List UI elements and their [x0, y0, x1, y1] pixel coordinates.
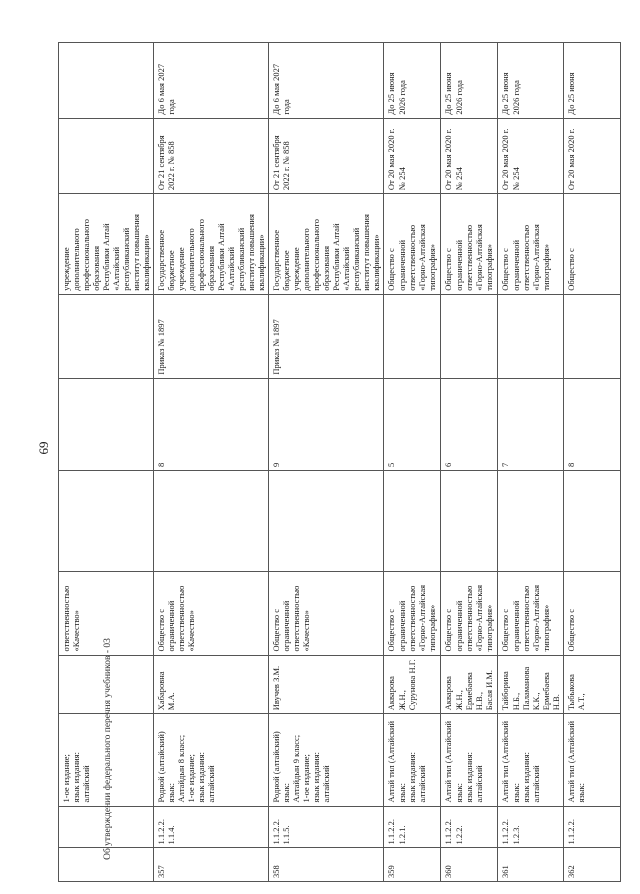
- cell-authors: Акварова Ж.Н., Сурунова Н.Г.: [384, 655, 441, 714]
- cell-valid: До 6 мая 2027 года: [154, 43, 269, 119]
- cell-index: 5: [384, 378, 441, 470]
- cell-number: 357: [154, 848, 269, 882]
- cell-title: Алтай тил (Алтайский язык:: [563, 714, 620, 806]
- cell-expert-date: От 21 сентября 2022 г. № 858: [154, 118, 269, 194]
- cell-organization: Государственное бюджетное учреждение дополнительного профессионального образования Республики Алтай «Алтайский республиканский институт повышения квалификации»: [154, 194, 269, 295]
- cell-publisher: Общество с: [563, 571, 620, 655]
- cell-index: 8: [563, 378, 620, 470]
- cell-expert-date: [59, 118, 154, 194]
- cell-empty: [154, 470, 269, 571]
- cell-title: Родной (алтайский) язык: Алтайдын 8 класс; 1-ое издание; язык издания: алтайский: [154, 714, 269, 806]
- cell-code: 1.1.2.2. 1.2.3.: [498, 806, 563, 848]
- cell-number: 360: [441, 848, 498, 882]
- cell-order: [563, 294, 620, 378]
- cell-index: 8: [154, 378, 269, 470]
- cell-authors: Тайборина Н.Б., Паламанова К.К., Ермебаева Н.В.: [498, 655, 563, 714]
- cell-empty: [269, 470, 384, 571]
- cell-publisher: Общество с ограниченной ответственностью «Горно-Алтайская типография»: [498, 571, 563, 655]
- cell-empty: [441, 470, 498, 571]
- table-row: [498, 43, 563, 882]
- cell-order: [59, 294, 154, 378]
- cell-expert-date: От 20 мая 2020 г.: [563, 118, 620, 194]
- table-row: [269, 43, 384, 882]
- cell-organization: Общество с ограниченной ответственностью «Горно-Алтайская типография»: [498, 194, 563, 295]
- catalog-table-container: [58, 42, 586, 882]
- table-row: [154, 43, 269, 882]
- table-body: [59, 43, 621, 882]
- cell-order: [441, 294, 498, 378]
- cell-publisher: Общество с ограниченной ответственностью «Качество»: [269, 571, 384, 655]
- cell-organization: Общество с ограниченной ответственностью «Горно-Алтайская типография»: [441, 194, 498, 295]
- cell-expert-date: От 20 мая 2020 г. № 254: [384, 118, 441, 194]
- cell-title: Алтай тил (Алтайский язык: язык издания: алтайский: [441, 714, 498, 806]
- cell-code: 1.1.2.2. 1.2.1.: [384, 806, 441, 848]
- cell-code: 1.1.2.2. 1.1.4.: [154, 806, 269, 848]
- cell-index: 7: [498, 378, 563, 470]
- cell-title: Алтай тил (Алтайский язык: язык издания: алтайский: [498, 714, 563, 806]
- table-row: [563, 43, 620, 882]
- cell-order: [498, 294, 563, 378]
- cell-organization: Общество с ограниченной ответственностью «Горно-Алтайская типография»: [384, 194, 441, 295]
- table-row: [441, 43, 498, 882]
- cell-empty: [384, 470, 441, 571]
- cell-number: 358: [269, 848, 384, 882]
- cell-valid: До 25 июня: [563, 43, 620, 119]
- footer-note: Об утверждении федерального перечня учебников - 03: [103, 638, 113, 860]
- cell-valid: До 25 июня 2026 года: [384, 43, 441, 119]
- cell-order: Приказ № 1897: [269, 294, 384, 378]
- cell-index: [59, 378, 154, 470]
- cell-organization: Государственное бюджетное учреждение дополнительного профессионального образования Республики Алтай «Алтайский республиканский институт повышения квалификации»: [269, 194, 384, 295]
- cell-code: 1.1.2.2.: [563, 806, 620, 848]
- cell-publisher: Общество с ограниченной ответственностью «Горно-Алтайская типография»: [441, 571, 498, 655]
- cell-title: 1-ое издание; язык издания: алтайский: [59, 714, 154, 806]
- cell-expert-date: От 20 мая 2020 г. № 254: [441, 118, 498, 194]
- cell-valid: До 6 мая 2027 года: [269, 43, 384, 119]
- cell-title: Родной (алтайский) язык: Алтайдын 9 класс; 1-ое издание; язык издания: алтайский: [269, 714, 384, 806]
- cell-publisher: Общество с ограниченной ответственностью «Горно-Алтайская типография»: [384, 571, 441, 655]
- cell-number: 361: [498, 848, 563, 882]
- catalog-table: [58, 42, 621, 882]
- cell-publisher: Общество с ограниченной ответственностью «Качество»: [154, 571, 269, 655]
- cell-empty: [498, 470, 563, 571]
- cell-empty: [563, 470, 620, 571]
- cell-title: Алтай тил (Алтайский язык: язык издания: алтайский: [384, 714, 441, 806]
- cell-code: 1.1.2.2. 1.2.2.: [441, 806, 498, 848]
- cell-expert-date: От 20 мая 2020 г. № 254: [498, 118, 563, 194]
- page-number: 69: [36, 441, 51, 455]
- cell-empty: [59, 470, 154, 571]
- cell-organization: Общество с: [563, 194, 620, 295]
- cell-authors: Тыбыкова А.Т.,: [563, 655, 620, 714]
- cell-expert-date: От 21 сентября 2022 г. № 858: [269, 118, 384, 194]
- cell-publisher: ответственностью «Качество»: [59, 571, 154, 655]
- cell-authors: Хабаровна М.А.: [154, 655, 269, 714]
- cell-valid: До 25 июня 2026 года: [498, 43, 563, 119]
- cell-order: [384, 294, 441, 378]
- cell-organization: учреждение дополнительного профессионального образования Республики Алтай «Алтайский республиканский институт повышения квалификации»: [59, 194, 154, 295]
- cell-code: 1.1.2.2. 1.1.5.: [269, 806, 384, 848]
- cell-order: Приказ № 1897: [154, 294, 269, 378]
- cell-authors: Ивучев З.М.: [269, 655, 384, 714]
- table-row: [384, 43, 441, 882]
- cell-valid: [59, 43, 154, 119]
- cell-number: 359: [384, 848, 441, 882]
- cell-index: 6: [441, 378, 498, 470]
- cell-index: 9: [269, 378, 384, 470]
- cell-authors: Акварова Ж.Н., Ермебаева Н.В., Басая И.М.: [441, 655, 498, 714]
- cell-number: 362: [563, 848, 620, 882]
- cell-valid: До 25 июня 2026 года: [441, 43, 498, 119]
